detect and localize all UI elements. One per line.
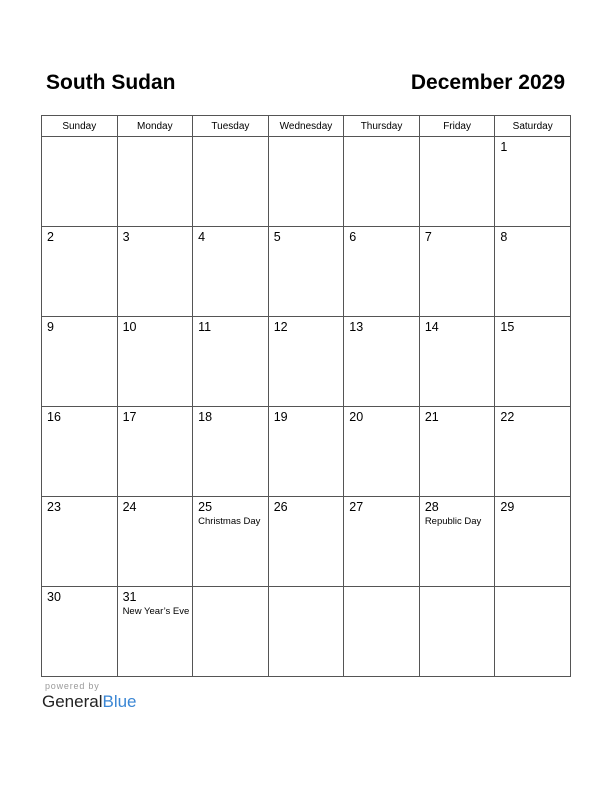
calendar-day-cell bbox=[344, 407, 420, 497]
calendar-day-cell bbox=[117, 497, 193, 587]
calendar-day-cell bbox=[193, 587, 269, 677]
calendar-day-cell bbox=[117, 137, 193, 227]
calendar-day-cell bbox=[495, 227, 571, 317]
brand-name-general: General bbox=[42, 692, 103, 711]
day-number: 25 bbox=[198, 500, 213, 514]
country-title: South Sudan bbox=[46, 71, 176, 94]
day-number: 2 bbox=[47, 230, 54, 244]
calendar-day-cell bbox=[42, 137, 118, 227]
calendar-day-cell bbox=[193, 227, 269, 317]
day-number: 10 bbox=[122, 320, 137, 334]
day-number: 9 bbox=[47, 320, 54, 334]
calendar-day-cell bbox=[419, 317, 495, 407]
weekday-thursday: Thursday bbox=[344, 116, 420, 137]
brand-name-blue: Blue bbox=[102, 692, 137, 711]
weekday-header-row bbox=[42, 116, 571, 137]
calendar-day-cell bbox=[268, 227, 344, 317]
calendar-day-cell bbox=[495, 137, 571, 227]
weekday-tuesday: Tuesday bbox=[193, 116, 269, 137]
calendar-day-cell bbox=[117, 587, 193, 677]
weekday-sunday: Sunday bbox=[42, 116, 118, 137]
calendar-day-cell bbox=[344, 317, 420, 407]
calendar-day-cell bbox=[268, 407, 344, 497]
calendar-day-cell bbox=[419, 587, 495, 677]
holiday-label: Republic Day bbox=[424, 516, 482, 527]
holiday-label: Christmas Day bbox=[198, 516, 261, 527]
calendar-day-cell bbox=[268, 137, 344, 227]
weekday-friday: Friday bbox=[419, 116, 495, 137]
day-number: 30 bbox=[47, 590, 61, 604]
day-number: 29 bbox=[500, 500, 515, 514]
day-number: 6 bbox=[349, 230, 357, 244]
powered-by-text: powered by bbox=[45, 681, 100, 691]
day-number: 5 bbox=[273, 230, 281, 244]
weekday-saturday: Saturday bbox=[495, 116, 571, 137]
weekday-monday: Monday bbox=[117, 116, 193, 137]
day-number: 31 bbox=[122, 590, 137, 604]
calendar-day-cell bbox=[42, 407, 118, 497]
day-number: 22 bbox=[500, 410, 515, 424]
calendar-week-row bbox=[42, 587, 571, 677]
day-number: 1 bbox=[500, 140, 508, 154]
day-number: 7 bbox=[424, 230, 432, 244]
day-number: 13 bbox=[349, 320, 364, 334]
day-number: 17 bbox=[122, 410, 137, 424]
day-number: 23 bbox=[47, 500, 61, 514]
calendar-day-cell bbox=[193, 407, 269, 497]
calendar-grid bbox=[41, 115, 571, 677]
calendar-day-cell bbox=[495, 407, 571, 497]
calendar-day-cell bbox=[42, 317, 118, 407]
day-number: 21 bbox=[424, 410, 439, 424]
calendar-day-cell bbox=[117, 407, 193, 497]
calendar-week-row bbox=[42, 227, 571, 317]
brand-logo[interactable] bbox=[42, 692, 137, 712]
calendar-day-cell bbox=[419, 227, 495, 317]
calendar-day-cell bbox=[42, 497, 118, 587]
calendar-day-cell bbox=[419, 407, 495, 497]
day-number: 14 bbox=[424, 320, 439, 334]
calendar-day-cell bbox=[42, 587, 118, 677]
calendar-body bbox=[42, 137, 571, 677]
day-number: 27 bbox=[349, 500, 364, 514]
calendar-day-cell bbox=[495, 587, 571, 677]
day-number: 26 bbox=[273, 500, 288, 514]
day-number: 15 bbox=[500, 320, 515, 334]
day-number: 3 bbox=[122, 230, 130, 244]
day-number: 19 bbox=[273, 410, 288, 424]
day-number: 11 bbox=[198, 320, 212, 334]
calendar-day-cell bbox=[193, 317, 269, 407]
day-number: 8 bbox=[500, 230, 508, 244]
calendar-day-cell bbox=[193, 497, 269, 587]
day-number: 24 bbox=[122, 500, 137, 514]
calendar-day-cell bbox=[117, 317, 193, 407]
calendar-day-cell bbox=[344, 497, 420, 587]
day-number: 12 bbox=[273, 320, 288, 334]
day-number: 18 bbox=[198, 410, 213, 424]
calendar-week-row bbox=[42, 497, 571, 587]
calendar-day-cell bbox=[344, 227, 420, 317]
calendar-week-row bbox=[42, 137, 571, 227]
calendar-day-cell bbox=[344, 137, 420, 227]
calendar-day-cell bbox=[117, 227, 193, 317]
day-number: 16 bbox=[47, 410, 61, 424]
day-number: 4 bbox=[198, 230, 206, 244]
calendar-day-cell bbox=[495, 497, 571, 587]
footer bbox=[42, 681, 137, 712]
calendar-week-row bbox=[42, 317, 571, 407]
calendar-day-cell bbox=[268, 497, 344, 587]
calendar-day-cell bbox=[268, 587, 344, 677]
calendar-day-cell bbox=[419, 497, 495, 587]
calendar-day-cell bbox=[193, 137, 269, 227]
day-number: 28 bbox=[424, 500, 439, 514]
calendar-week-row bbox=[42, 407, 571, 497]
calendar-day-cell bbox=[344, 587, 420, 677]
holiday-label: New Year’s Eve bbox=[122, 606, 190, 617]
month-year-title: December 2029 bbox=[410, 71, 565, 94]
calendar-day-cell bbox=[268, 317, 344, 407]
calendar-day-cell bbox=[42, 227, 118, 317]
calendar-day-cell bbox=[419, 137, 495, 227]
day-number: 20 bbox=[349, 410, 364, 424]
calendar-day-cell bbox=[495, 317, 571, 407]
weekday-wednesday: Wednesday bbox=[268, 116, 344, 137]
